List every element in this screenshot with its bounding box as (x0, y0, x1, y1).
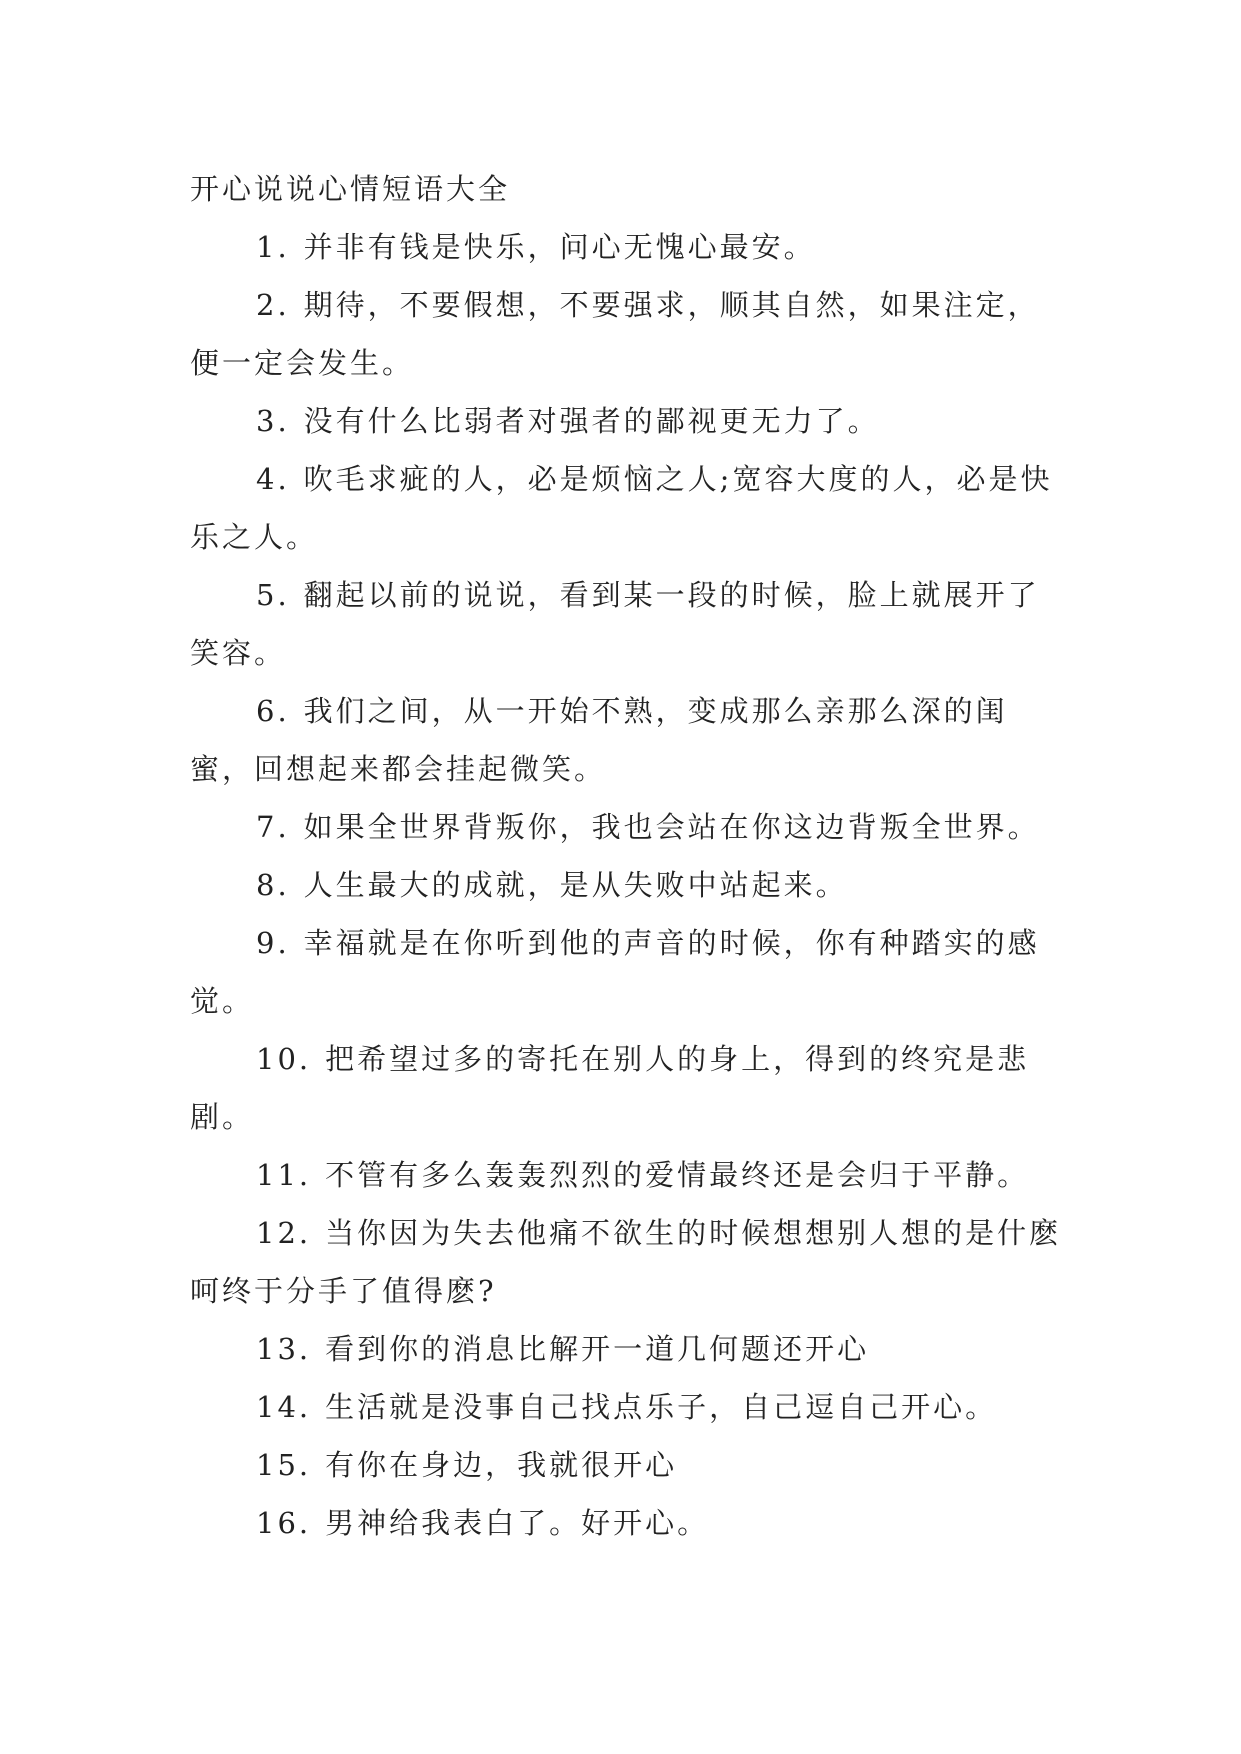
list-item (190, 218, 1070, 276)
item-text: 生活就是没事自己找点乐子，自己逗自己开心。 (325, 1390, 998, 1424)
item-number: 9. (256, 926, 290, 960)
list-item (190, 1204, 1070, 1320)
list-item (190, 1494, 1070, 1552)
item-text: 看到你的消息比解开一道几何题还开心 (325, 1332, 870, 1366)
item-number: 1. (256, 230, 290, 264)
list-item (190, 798, 1070, 856)
item-number: 3. (256, 404, 290, 438)
item-text: 期待，不要假想，不要强求，顺其自然，如果注定，便一定会发生。 (190, 288, 1040, 380)
item-number: 12. (256, 1216, 312, 1250)
item-text: 当你因为失去他痛不欲生的时候想想别人想的是什麽呵终于分手了值得麽? (190, 1216, 1062, 1308)
list-item (190, 566, 1070, 682)
item-text: 翻起以前的说说，看到某一段的时候，脸上就展开了笑容。 (190, 578, 1040, 670)
list-item (190, 392, 1070, 450)
item-text: 没有什么比弱者对强者的鄙视更无力了。 (303, 404, 880, 438)
item-text: 吹毛求疵的人，必是烦恼之人;宽容大度的人，必是快乐之人。 (190, 462, 1053, 554)
list-item (190, 856, 1070, 914)
list-item (190, 1146, 1070, 1204)
item-number: 2. (256, 288, 290, 322)
item-text: 男神给我表白了。好开心。 (325, 1506, 710, 1540)
item-text: 把希望过多的寄托在别人的身上，得到的终究是悲剧。 (190, 1042, 1030, 1134)
item-number: 16. (256, 1506, 312, 1540)
item-number: 13. (256, 1332, 312, 1366)
item-text: 不管有多么轰轰烈烈的爱情最终还是会归于平静。 (325, 1158, 1030, 1192)
item-text: 我们之间，从一开始不熟，变成那么亲那么深的闺蜜，回想起来都会挂起微笑。 (190, 694, 1008, 786)
list-item (190, 276, 1070, 392)
item-text: 人生最大的成就，是从失败中站起来。 (303, 868, 848, 902)
list-item (190, 914, 1070, 1030)
item-number: 11. (256, 1158, 312, 1192)
item-number: 8. (256, 868, 290, 902)
list-item (190, 1030, 1070, 1146)
list-item (190, 1320, 1070, 1378)
document-title: 开心说说心情短语大全 (190, 172, 511, 206)
item-number: 6. (256, 694, 290, 728)
list-item (190, 1436, 1070, 1494)
item-number: 15. (256, 1448, 312, 1482)
item-text: 如果全世界背叛你，我也会站在你这边背叛全世界。 (303, 810, 1040, 844)
document-body (190, 160, 1070, 1552)
item-text: 并非有钱是快乐，问心无愧心最安。 (303, 230, 816, 264)
list-item (190, 682, 1070, 798)
item-number: 14. (256, 1390, 312, 1424)
item-number: 5. (256, 578, 290, 612)
item-text: 有你在身边，我就很开心 (325, 1448, 678, 1482)
list-item (190, 1378, 1070, 1436)
item-number: 4. (256, 462, 290, 496)
list-item (190, 450, 1070, 566)
item-text: 幸福就是在你听到他的声音的时候，你有种踏实的感觉。 (190, 926, 1040, 1018)
item-number: 10. (256, 1042, 312, 1076)
item-number: 7. (256, 810, 290, 844)
